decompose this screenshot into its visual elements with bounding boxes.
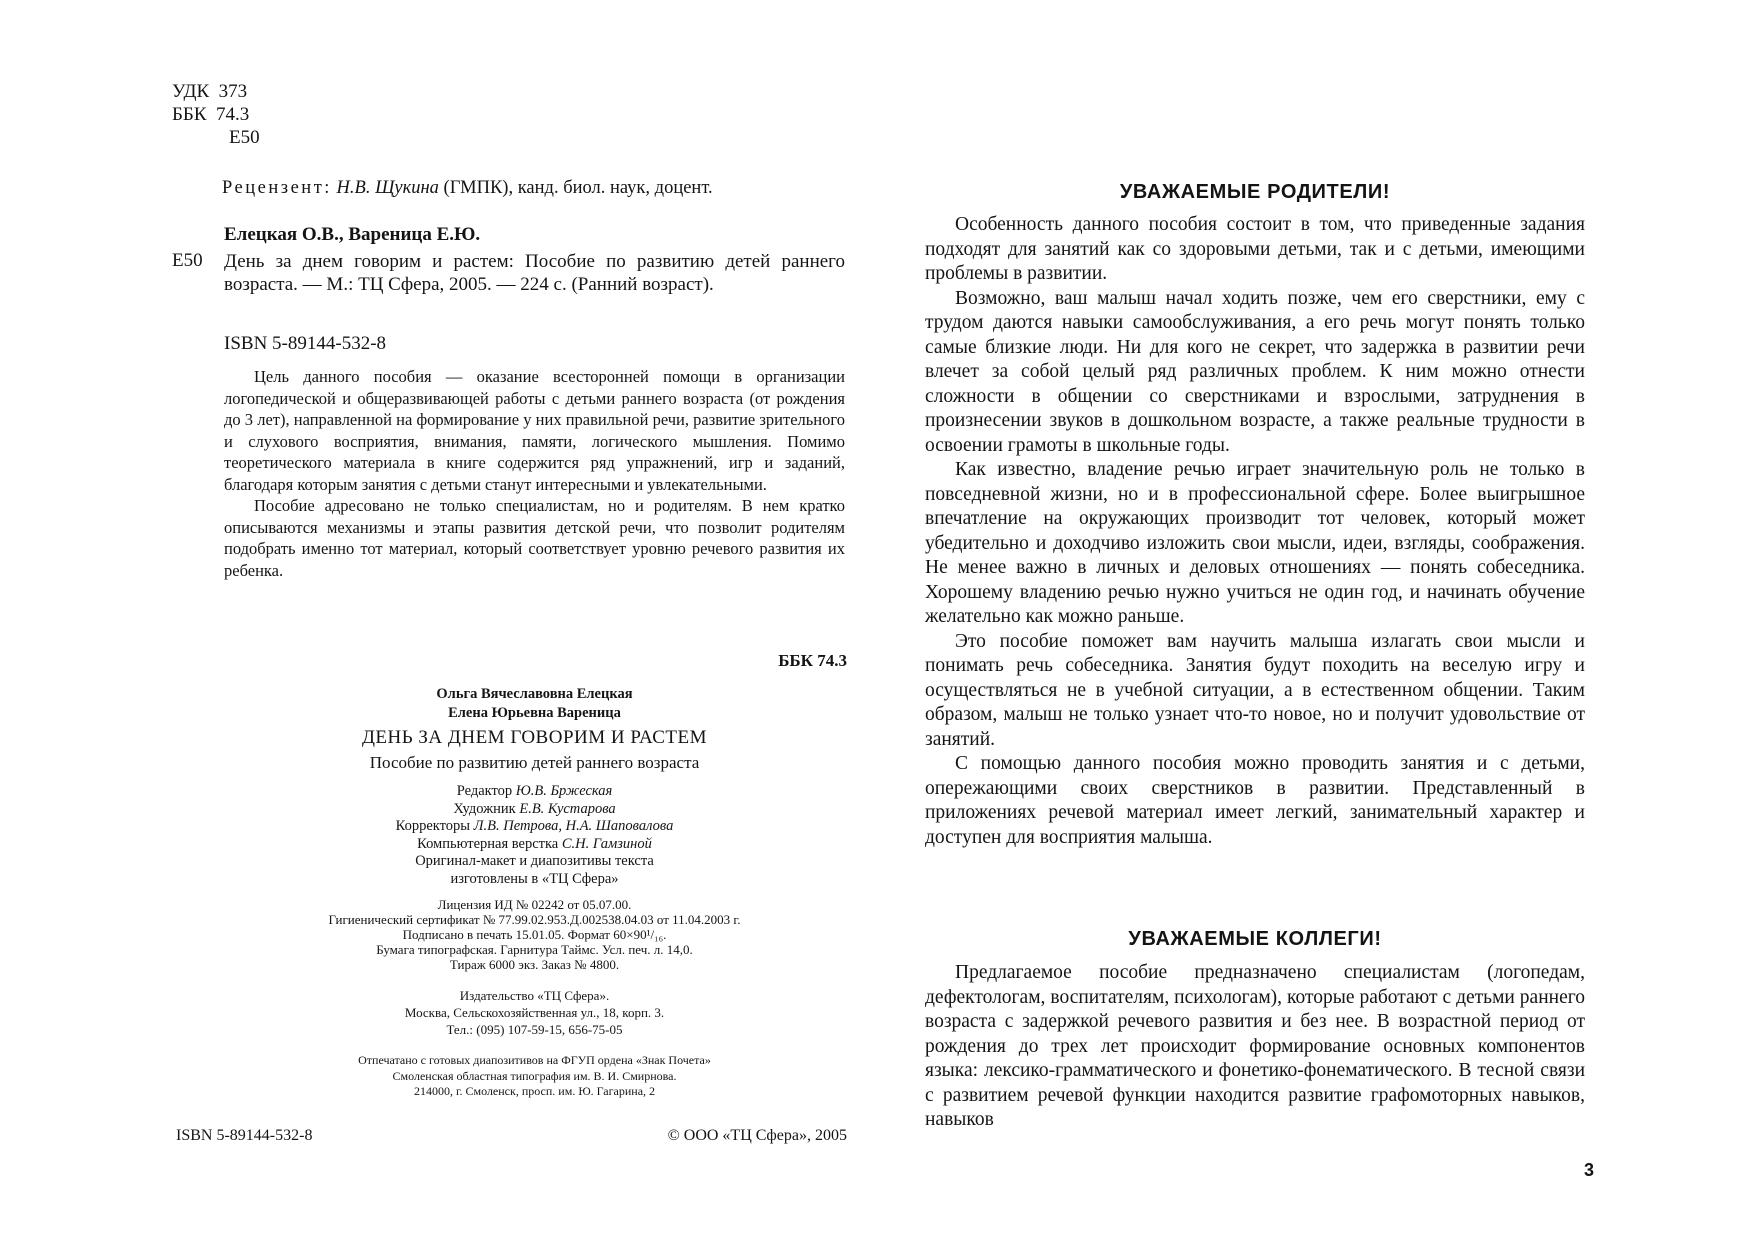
correctors-names: Л.В. Петрова, Н.А. Шаповалова xyxy=(473,818,674,834)
original-line: изготовлены в «ТЦ Сфера» xyxy=(450,870,619,887)
hygiene-certificate: Гигиенический сертификат № 77.99.02.953.Д.002538.04.03 от 11.04.2003 г. xyxy=(328,912,741,927)
editor-label: Редактор xyxy=(456,783,516,799)
index-code: Е50 xyxy=(229,127,260,148)
publisher-info xyxy=(224,987,845,1038)
layout-name: С.Н. Гамзиной xyxy=(561,835,652,852)
staff-credits xyxy=(224,783,845,888)
layout-label: Компьютерная верстка xyxy=(417,835,562,852)
parents-paragraph: С помощью данного пособия можно проводить занятия и с детьми, опережающими своих сверстников в развитии. Представленный в приложениях речевой материал имеет легкий, занимательный характер и доступен для восприятия малыша. xyxy=(925,753,1585,848)
reviewer-name: Н.В. Щукина xyxy=(336,178,439,198)
imprint-author: Ольга Вячеславовна Елецкая xyxy=(436,686,633,702)
right-page xyxy=(877,0,1754,1240)
annotation xyxy=(224,366,845,581)
bibliographic-description: День за днем говорим и растем: Пособие по развитию детей раннего возраста. — М.: ТЦ Сфера, 2005. — 224 с. (Ранний возраст). xyxy=(224,251,845,295)
imprint-authors xyxy=(224,685,845,723)
reviewer-line xyxy=(222,178,713,199)
parents-paragraph: Особенность данного пособия состоит в том, что приведенные задания подходят для занятий как со здоровыми детьми, так и с детьми, имеющими проблемы в развитии. xyxy=(925,214,1585,284)
bbk-right: ББК 74.3 xyxy=(778,651,847,670)
artist-credit xyxy=(224,801,845,819)
colleagues-paragraph: Предлагаемое пособие предназначено специалистам (логопедам, дефектологам, воспитателям, психологам), которые работают с детьми раннего возраста с задержкой речевого развития и без нее. В возрастной период от рождения до трех лет происходит формирование основных компонентов языка: лексико-грамматического и фонетико-фонематического. В тесной связи с развитием речевой функции находится развитие графомоторных навыков, навыков xyxy=(925,962,1585,1130)
technical-details xyxy=(224,897,845,972)
page-number: 3 xyxy=(1584,1160,1595,1180)
parents-paragraph: Как известно, владение речью играет значительную роль не только в повседневной жизни, но и в профессиональной сфере. Более выигрышное впечатление на окружающих производит тот человек, который может убедительно и доходчиво изложить свои мысли, идеи, взгляды, соображения. Не менее важно в личных и деловых отношениях — понять собеседника. Хорошему владению речью нужно учиться не один год, и начинать обучение желательно как можно раньше. xyxy=(925,459,1585,627)
index-margin: Е50 xyxy=(172,250,203,271)
publisher-address: Москва, Сельскохозяйственная ул., 18, корп. 3. xyxy=(404,1005,665,1020)
annotation-paragraph: Пособие адресовано не только специалистам, но и родителям. В нем кратко описываются механизмы и этапы развития детской речи, что позволит родителям подобрать именно тот материал, который соответствует уровню речевого развития их ребенка. xyxy=(224,496,845,580)
printer-line: Отпечатано с готовых диапозитивов на ФГУП ордена «Знак Почета» xyxy=(358,1053,711,1067)
imprint-author: Елена Юрьевна Вареница xyxy=(448,705,621,721)
imprint-title: ДЕНЬ ЗА ДНЕМ ГОВОРИМ И РАСТЕМ xyxy=(361,727,708,748)
parents-paragraph: Это пособие поможет вам научить малыша излагать свои мысли и понимать речь собеседника. Занятия будут походить на веселую игру и осуществляться не в учебной ситуации, а в естественном общении. Таким образом, малыш не только узнает что-то новое, но и получит удовольствие от занятий. xyxy=(925,630,1585,750)
signed-to-print: Подписано в печать 15.01.05. Формат 60×90¹/₁₆. xyxy=(402,927,667,942)
bbk-code: ББК 74.3 xyxy=(172,104,250,125)
colleagues-section xyxy=(925,961,1585,1133)
udk-code: УДК 373 xyxy=(172,81,248,102)
printer-line: Смоленская областная типография им. В. И. Смирнова. xyxy=(392,1068,677,1083)
heading-colleagues: УВАЖАЕМЫЕ КОЛЛЕГИ! xyxy=(1128,928,1382,950)
copyright: © ООО «ТЦ Сфера», 2005 xyxy=(667,1127,847,1144)
heading-parents: УВАЖАЕМЫЕ РОДИТЕЛИ! xyxy=(1119,181,1391,203)
correctors-credit xyxy=(224,818,845,836)
editor-name: Ю.В. Бржеская xyxy=(515,783,613,799)
paper-info: Бумага типографская. Гарнитура Таймс. Усл. печ. л. 14,0. xyxy=(376,942,693,957)
publisher-name: Издательство «ТЦ Сфера». xyxy=(459,988,610,1003)
license: Лицензия ИД № 02242 от 05.07.00. xyxy=(437,897,632,912)
artist-label: Художник xyxy=(453,800,520,817)
publisher-phone: Тел.: (095) 107-59-15, 656-75-05 xyxy=(446,1022,623,1037)
reviewer-label: Рецензент: xyxy=(222,178,332,198)
print-run: Тираж 6000 экз. Заказ № 4800. xyxy=(449,957,620,972)
parents-paragraph: Возможно, ваш малыш начал ходить позже, чем его сверстники, ему с трудом даются навыки самообслуживания, а его речь могут понять только самые близкие люди. Ни для кого не секрет, что задержка в развитии речи влечет за собой целый ряд различных проблем. К ним можно отнести сложности в общении со сверстниками и взрослыми, затруднения в произнесении звуков в дошкольном возрасте, а также реальные трудности в освоении грамоты в школьные годы. xyxy=(925,287,1585,456)
classification-codes xyxy=(172,80,260,149)
editor-credit xyxy=(224,783,845,801)
reviewer-details: (ГМПК), канд. биол. наук, доцент. xyxy=(438,178,713,198)
printer-line: 214000, г. Смоленск, просп. им. Ю. Гагарина, 2 xyxy=(413,1084,656,1098)
imprint-subtitle: Пособие по развитию детей раннего возраста xyxy=(369,753,700,772)
artist-name: Е.В. Кустарова xyxy=(519,800,616,817)
authors-line: Елецкая О.В., Вареница Е.Ю. xyxy=(224,224,481,245)
printer-info xyxy=(224,1053,845,1100)
annotation-paragraph: Цель данного пособия — оказание всесторонней помощи в организации логопедической и общеразвивающей работы с детьми раннего возраста (от рождения до 3 лет), направленной на формирование у них правильной речи, развитие зрительного и слухового восприятия, внимания, памяти, логического мышления. Помимо теоретического материала в книге содержится ряд упражнений, игр и заданий, благодаря которым занятия с детьми станут интересными и увлекательными. xyxy=(224,367,845,494)
correctors-label: Корректоры xyxy=(395,818,474,834)
isbn-top: ISBN 5-89144-532-8 xyxy=(224,333,387,354)
layout-credit xyxy=(224,836,845,854)
original-line: Оригинал-макет и диапозитивы текста xyxy=(415,853,654,869)
isbn-bottom: ISBN 5-89144-532-8 xyxy=(176,1127,313,1144)
parents-section xyxy=(925,213,1585,850)
